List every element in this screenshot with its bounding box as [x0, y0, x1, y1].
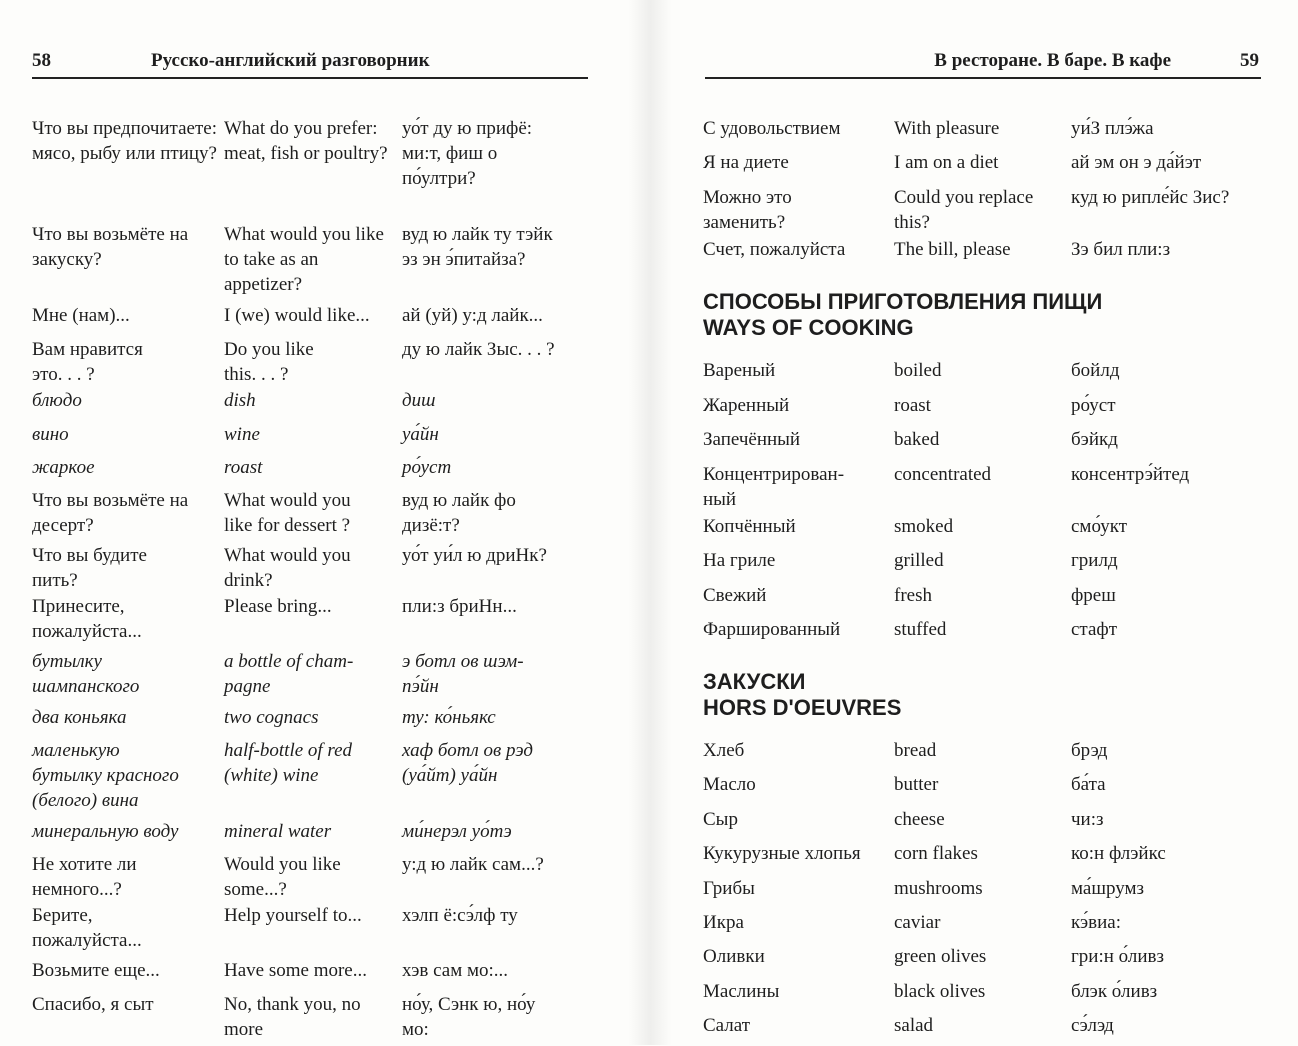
russian-phrase: Возьмите еще...	[32, 960, 160, 981]
english-phrase: The bill, please	[894, 239, 1011, 260]
running-title: В ресторане. В баре. В кафе	[934, 50, 1171, 71]
transcription: чи:з	[1071, 809, 1104, 830]
transcription-line: ми:т, фиш о	[402, 143, 498, 164]
right-page	[650, 0, 1298, 1045]
transcription: ро́уст	[402, 457, 452, 478]
transcription: консентрэ́йтед	[1071, 464, 1190, 485]
transcription: ко:н флэйкс	[1071, 843, 1166, 864]
english-line: some...?	[224, 879, 287, 900]
russian-phrase: С удовольствием	[703, 118, 841, 139]
russian-phrase: Запечённый	[703, 429, 801, 450]
english-line: Would you like	[224, 854, 341, 875]
russian-line: Не хотите ли	[32, 854, 137, 875]
english-phrase: mineral water	[224, 821, 332, 842]
russian-line: пить?	[32, 570, 78, 591]
russian-phrase: Маслины	[703, 981, 780, 1002]
transcription: стафт	[1071, 619, 1118, 640]
russian-phrase: блюдо	[32, 390, 82, 411]
transcription: бойлд	[1071, 360, 1120, 381]
russian-phrase: Я на диете	[703, 152, 789, 173]
transcription-line: но́у, Сэнк ю, но́у	[402, 994, 536, 1015]
transcription: ро́уст	[1071, 395, 1116, 416]
transcription-line: пэ́йн	[402, 676, 439, 697]
english-line: a bottle of cham-	[224, 651, 354, 672]
english-phrase: salad	[894, 1015, 934, 1036]
russian-phrase: Икра	[703, 912, 744, 933]
russian-phrase: минеральную воду	[32, 821, 179, 842]
section-title-cooking	[703, 289, 1102, 341]
transcription	[402, 992, 612, 1042]
english-phrase: grilled	[894, 550, 944, 571]
russian-line: заменить?	[703, 212, 786, 233]
transcription: кэ́виа:	[1071, 912, 1121, 933]
russian-phrase	[32, 543, 217, 593]
english-phrase: boiled	[894, 360, 942, 381]
russian-phrase: Свежий	[703, 585, 767, 606]
russian-line: Что вы будите	[32, 545, 147, 566]
russian-phrase	[32, 903, 217, 953]
english-phrase: roast	[224, 457, 263, 478]
transcription: бэйкд	[1071, 429, 1118, 450]
english-phrase	[224, 649, 396, 699]
english-phrase: mushrooms	[894, 878, 983, 899]
russian-phrase: Вареный	[703, 360, 776, 381]
russian-phrase: Хлеб	[703, 740, 745, 761]
english-phrase	[224, 543, 396, 593]
russian-line: бутылку красного	[32, 765, 179, 786]
transcription-line: э ботл ов шэм-	[402, 651, 524, 672]
russian-phrase: Грибы	[703, 878, 755, 899]
transcription-line: эз эн э́питайза?	[402, 249, 526, 270]
english-phrase	[224, 738, 396, 788]
section-title-hors-doeuvres	[703, 669, 901, 721]
russian-phrase	[32, 852, 217, 902]
transcription: сэ́лэд	[1071, 1015, 1114, 1036]
transcription	[402, 222, 612, 272]
english-phrase	[224, 852, 396, 902]
english-line: pagne	[224, 676, 271, 697]
russian-phrase: Оливки	[703, 946, 765, 967]
russian-phrase	[32, 488, 217, 538]
section-title-en: WAYS OF COOKING	[703, 315, 914, 340]
english-phrase: black olives	[894, 981, 986, 1002]
transcription-line: уо́т ду ю прифё:	[402, 118, 533, 139]
russian-phrase: жаркое	[32, 457, 95, 478]
english-phrase	[224, 992, 396, 1042]
transcription: уо́т уи́л ю дриНк?	[402, 545, 547, 566]
right-page-header	[705, 47, 1261, 79]
section-title-en: HORS D'OEUVRES	[703, 695, 902, 720]
english-phrase: fresh	[894, 585, 932, 606]
russian-line: шампанского	[32, 676, 140, 697]
english-phrase: Please bring...	[224, 596, 332, 617]
transcription: ту: ко́ньякс	[402, 707, 496, 728]
english-line: like for dessert ?	[224, 515, 351, 536]
transcription: куд ю рипле́йс Зис?	[1071, 187, 1230, 208]
russian-phrase: Фаршированный	[703, 619, 841, 640]
phrase-table-left	[0, 116, 640, 1046]
english-phrase: smoked	[894, 516, 954, 537]
english-phrase: caviar	[894, 912, 941, 933]
russian-phrase: Масло	[703, 774, 756, 795]
transcription: у:д ю лайк сам...?	[402, 854, 544, 875]
transcription: гри:н о́ливз	[1071, 946, 1165, 967]
transcription-line: вуд ю лайк фо	[402, 490, 516, 511]
left-page-header	[32, 47, 588, 79]
russian-phrase: Кукурузные хлопья	[703, 843, 861, 864]
page-number: 59	[1240, 50, 1259, 71]
english-line: this?	[894, 212, 930, 233]
transcription-line: дизё:т?	[402, 515, 460, 536]
russian-phrase: вино	[32, 424, 69, 445]
english-line: Could you replace	[894, 187, 1034, 208]
english-phrase: Help yourself to...	[224, 905, 362, 926]
russian-line: Что вы возьмёте на	[32, 490, 189, 511]
english-line: more	[224, 1019, 264, 1040]
russian-line: пожалуйста...	[32, 621, 142, 642]
transcription	[402, 649, 612, 699]
english-phrase: With pleasure	[894, 118, 1000, 139]
english-line: drink?	[224, 570, 273, 591]
transcription: ай эм он э да́йэт	[1071, 152, 1202, 173]
russian-line: десерт?	[32, 515, 94, 536]
english-phrase	[224, 337, 396, 387]
english-phrase: butter	[894, 774, 939, 795]
transcription: диш	[402, 390, 436, 411]
russian-line: это. . . ?	[32, 364, 95, 385]
russian-phrase: два коньяка	[32, 707, 127, 728]
english-phrase: Have some more...	[224, 960, 367, 981]
russian-line: Вам нравится	[32, 339, 143, 360]
english-phrase: I am on a diet	[894, 152, 999, 173]
english-phrase: wine	[224, 424, 260, 445]
transcription: хэв сам мо:...	[402, 960, 509, 981]
russian-phrase	[32, 649, 217, 699]
running-title: Русско-английский разговорник	[151, 50, 430, 71]
transcription-line: (уа́йт) уа́йн	[402, 765, 498, 786]
transcription: брэд	[1071, 740, 1108, 761]
english-phrase	[894, 185, 1074, 235]
russian-line: пожалуйста...	[32, 930, 142, 951]
page-number: 58	[32, 50, 51, 71]
english-line: What would you	[224, 490, 351, 511]
english-phrase: dish	[224, 390, 256, 411]
english-phrase: I (we) would like...	[224, 305, 370, 326]
russian-phrase	[32, 337, 217, 387]
english-phrase: green olives	[894, 946, 987, 967]
transcription: смо́укт	[1071, 516, 1128, 537]
russian-phrase	[703, 462, 898, 512]
english-line: What would you	[224, 545, 351, 566]
transcription	[402, 116, 612, 191]
russian-line: Берите,	[32, 905, 93, 926]
transcription: ба́та	[1071, 774, 1106, 795]
transcription	[402, 488, 612, 538]
russian-line: Можно это	[703, 187, 792, 208]
russian-line: немного...?	[32, 879, 122, 900]
transcription: уа́йн	[402, 424, 439, 445]
english-phrase: stuffed	[894, 619, 947, 640]
transcription: Зэ бил пли:з	[1071, 239, 1171, 260]
transcription-line: мо:	[402, 1019, 429, 1040]
russian-phrase: Салат	[703, 1015, 750, 1036]
russian-line: ный	[703, 489, 737, 510]
russian-phrase: Спасибо, я сыт	[32, 994, 154, 1015]
english-line: (white) wine	[224, 765, 319, 786]
transcription: грилд	[1071, 550, 1118, 571]
english-line: half-bottle of red	[224, 740, 353, 761]
transcription: ай (уй) у:д лайк...	[402, 305, 543, 326]
russian-phrase: Копчённый	[703, 516, 796, 537]
russian-phrase: На гриле	[703, 550, 776, 571]
section-title-ru: ЗАКУСКИ	[703, 669, 806, 694]
russian-phrase: Что вы возьмёте на закуску?	[32, 224, 189, 270]
english-line: No, thank you, no	[224, 994, 361, 1015]
russian-phrase: Мне (нам)...	[32, 305, 130, 326]
english-phrase: cheese	[894, 809, 945, 830]
transcription	[402, 738, 612, 788]
russian-phrase: Счет, пожалуйста	[703, 239, 846, 260]
russian-phrase: Жаренный	[703, 395, 790, 416]
english-phrase: concentrated	[894, 464, 992, 485]
transcription: ми́нерэл уо́тэ	[402, 821, 512, 842]
russian-phrase: Сыр	[703, 809, 738, 830]
section-title-ru: СПОСОБЫ ПРИГОТОВЛЕНИЯ ПИЩИ	[703, 289, 1103, 314]
transcription: ду ю лайк Зыс. . . ?	[402, 339, 555, 360]
transcription: хэлп ё:сэ́лф ту	[402, 905, 518, 926]
transcription: ма́шрумз	[1071, 878, 1144, 899]
transcription-line: по́ултри?	[402, 168, 476, 189]
english-phrase: two cognacs	[224, 707, 319, 728]
transcription: фреш	[1071, 585, 1116, 606]
russian-phrase	[32, 738, 217, 813]
russian-line: Концентрирован-	[703, 464, 845, 485]
russian-line: бутылку	[32, 651, 102, 672]
russian-phrase: Что вы предпочитаете: мясо, рыбу или птицу?	[32, 118, 217, 164]
transcription: пли:з бриНн...	[402, 596, 517, 617]
russian-line: Принесите,	[32, 596, 125, 617]
english-phrase: baked	[894, 429, 940, 450]
russian-line: (белого) вина	[32, 790, 139, 811]
english-phrase: What would you like to take as an appetizer?	[224, 224, 384, 295]
english-line: Do you like	[224, 339, 314, 360]
transcription-line: вуд ю лайк ту тэйк	[402, 224, 553, 245]
english-phrase	[224, 488, 396, 538]
russian-phrase	[32, 594, 217, 644]
transcription: блэк о́ливз	[1071, 981, 1158, 1002]
english-line: this. . . ?	[224, 364, 289, 385]
english-phrase: roast	[894, 395, 931, 416]
transcription-line: хаф ботл ов рэд	[402, 740, 533, 761]
english-phrase: bread	[894, 740, 937, 761]
left-page	[0, 0, 640, 1045]
english-phrase: corn flakes	[894, 843, 978, 864]
english-phrase: What do you prefer: meat, fish or poultry?	[224, 118, 388, 164]
russian-line: маленькую	[32, 740, 120, 761]
russian-phrase	[703, 185, 898, 235]
transcription: уи́З плэ́жа	[1071, 118, 1154, 139]
